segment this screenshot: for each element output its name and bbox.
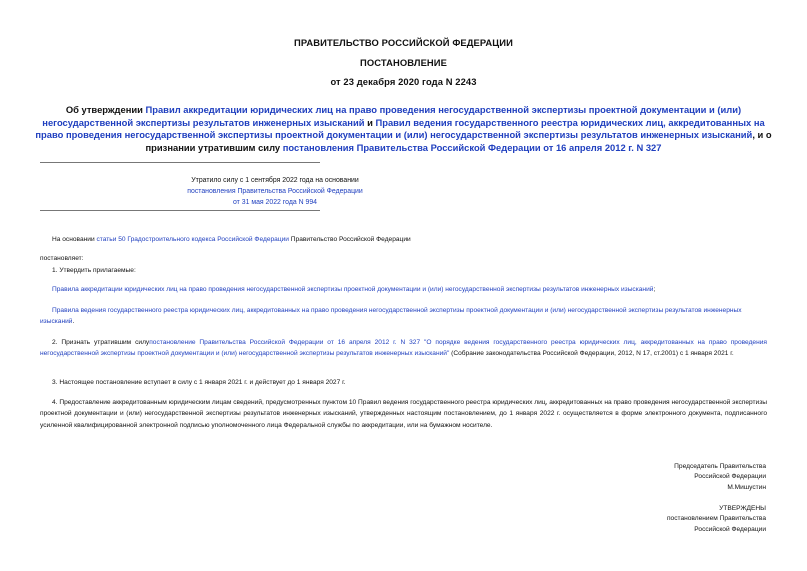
item-1-rule-b-suffix: . — [72, 318, 75, 326]
item-1-rule-a-suffix: ; — [653, 286, 656, 293]
signature-title: Председатель Правительства — [674, 463, 766, 470]
status-note — [40, 175, 510, 208]
basis-link-article-50[interactable]: статьи 50 Градостроительного кодекса Российской Федерации — [96, 236, 289, 243]
item-1-rule-a — [52, 284, 772, 295]
item-2-prefix: 2. Признать утратившим силу — [52, 339, 150, 346]
bottom-divider — [40, 210, 320, 211]
decree-word: постановляет: — [40, 255, 84, 262]
document-type-heading: ПОСТАНОВЛЕНИЕ — [360, 57, 447, 68]
item-2-link-decree-327[interactable]: постановление Правительства Российской Федерации от 16 апреля 2012 г. N 327 "О порядке ведения государственного реестра юридических лиц, аккредитованных на право проведения негосударственной экспертизы проектной документации и (или) негосударственной экспертизы результатов инженерных изысканий" — [40, 339, 767, 358]
status-note-link-decree[interactable]: постановления Правительства Российской Федерации — [187, 188, 363, 195]
item-1-link-registry-rules[interactable]: Правила ведения государственного реестра юридических лиц, аккредитованных на право проведения негосударственной экспертизы проектной документации и (или) негосударственной экспертизы результатов инженерных изысканий — [40, 307, 742, 326]
item-1-link-accreditation-rules[interactable]: Правила аккредитации юридических лиц на право проведения негосударственной экспертизы проектной документации и (или) негосударственной экспертизы результатов инженерных изысканий — [52, 286, 654, 293]
item-1: 1. Утвердить прилагаемые: — [52, 267, 136, 274]
date-number-heading: от 23 декабря 2020 года N 2243 — [330, 76, 477, 87]
item-1-rule-b — [40, 305, 767, 328]
title-prefix: Об утверждении — [65, 104, 146, 115]
status-note-text: Утратило силу с 1 сентября 2022 года на основании — [191, 177, 359, 184]
title-link-accreditation-rules[interactable]: Правил аккредитации юридических лиц на право проведения негосударственной экспертизы проектной документации и (или) негосударственной экспертизы результатов инженерных изысканий — [42, 104, 742, 128]
basis-paragraph — [52, 234, 752, 245]
signature-org: Российской Федерации — [694, 473, 766, 481]
title-link-registry-rules[interactable]: Правил ведения государственного реестра юридических лиц, аккредитованных на право проведения негосударственной экспертизы проектной документации и (или) негосударственной экспертизы результатов инженерных изысканий — [35, 116, 765, 141]
top-divider — [40, 162, 320, 163]
title-middle: , и о признании утратившим силу — [145, 129, 772, 153]
issuer-heading: ПРАВИТЕЛЬСТВО РОССИЙСКОЙ ФЕДЕРАЦИИ — [294, 37, 513, 48]
document-title — [30, 104, 777, 154]
approval-heading: УТВЕРЖДЕНЫ — [719, 505, 766, 512]
basis-prefix: На основании — [52, 236, 97, 243]
approval-line-2: постановлением Правительства — [666, 515, 766, 523]
approval-block — [667, 504, 766, 535]
item-2 — [40, 337, 767, 360]
item-3: 3. Настоящее постановление вступает в силу с 1 января 2021 г. и действует до 1 января 2027 г. — [52, 379, 346, 386]
status-note-link-date[interactable]: от 31 мая 2022 года N 994 — [233, 199, 317, 206]
approval-line-3: Российской Федерации — [694, 525, 766, 533]
item-2-suffix: (Собрание законодательства Российской Федерации, 2012, N 17, ст.2001) с 1 января 2021 г. — [449, 350, 734, 358]
item-4: 4. Предоставление аккредитованным юридическим лицам сведений, предусмотренных пунктом 10 Правил ведения государственного реестра юридических лиц, аккредитованных на право проведения негосударственной экспертизы проектной документации и (или) негосударственной экспертизы результатов инженерных изысканий, утвержденных настоящим постановлением, до 1 января 2022 г. осуществляется в форме электронного документа, подписанного усиленной квалифицированной электронной подписью уполномоченного лица Федеральной службы по аккредитации, или на бумажном носителе. — [40, 399, 767, 429]
signature-block — [674, 462, 766, 493]
title-and: и — [364, 116, 376, 128]
basis-suffix: Правительство Российской Федерации — [288, 236, 411, 243]
title-link-decree-327[interactable]: постановления Правительства Российской Федерации от 16 апреля 2012 г. N 327 — [282, 141, 662, 153]
signature-name: М.Мишустин — [727, 483, 766, 491]
